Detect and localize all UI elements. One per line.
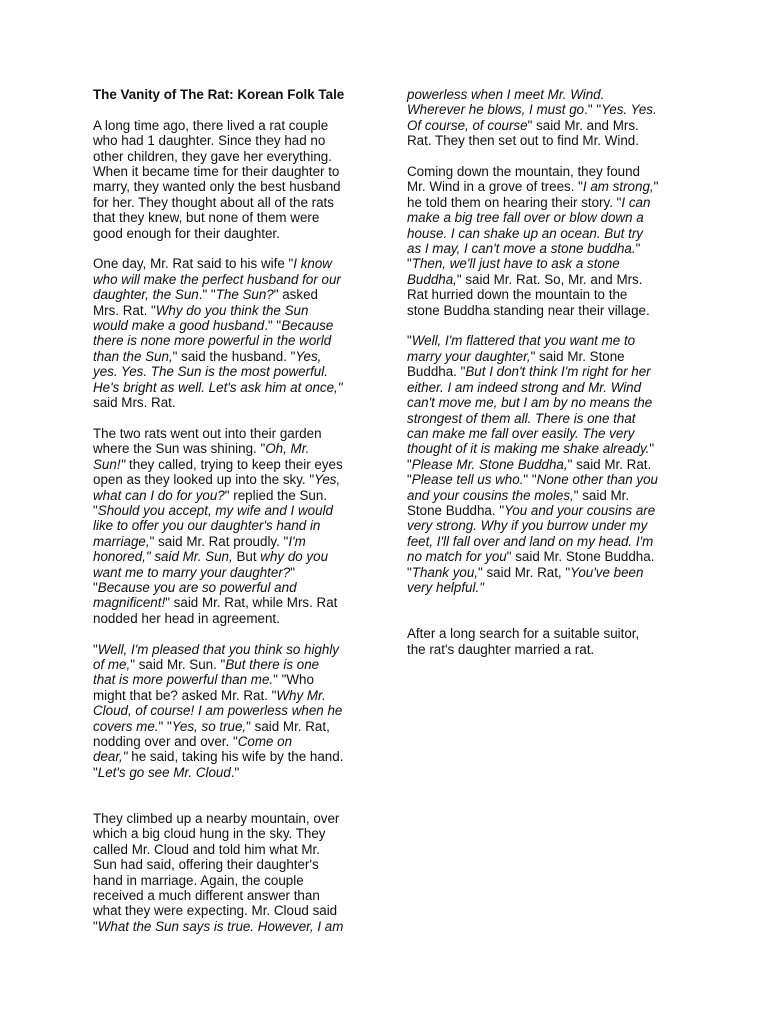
text-run: " said Mr. Sun. " [130, 656, 226, 672]
italic-text-run: strongest of them all. There is one that [407, 410, 636, 426]
text-line [93, 195, 368, 210]
paragraph [407, 164, 682, 318]
italic-text-run: Come on [237, 734, 293, 749]
text-line [93, 765, 368, 780]
text-line [93, 657, 368, 672]
italic-text-run: I can [621, 194, 651, 210]
text-run: " " [523, 472, 537, 488]
text-run: nodded her head in agreement. [93, 610, 280, 626]
text-run: Coming down the mountain, they found [407, 164, 640, 180]
text-run: " said Mr. Rat. So, Mr. and Mrs. [456, 271, 643, 287]
text-run: ." " [198, 287, 216, 303]
text-run: said Mrs. Rat. [93, 395, 176, 411]
italic-text-run: Please Mr. Stone Buddha, [411, 456, 568, 472]
text-line [407, 364, 682, 379]
paragraph [93, 256, 368, 410]
text-line [407, 518, 682, 533]
italic-text-run: yes. Yes. The Sun is the most powerful. [93, 364, 328, 380]
text-line [407, 503, 682, 518]
text-run: " said Mr. Rat. [567, 456, 652, 472]
paragraph [93, 426, 368, 626]
italic-text-run: powerless when I meet Mr. Wind. [407, 87, 605, 102]
text-run: But [232, 549, 261, 565]
italic-text-run: dear," [93, 749, 128, 765]
text-run: Rat. They then set out to find Mr. Wind. [407, 133, 639, 149]
italic-text-run: Yes, [314, 472, 341, 488]
italic-text-run: house. I can shake up an ocean. But try [407, 225, 643, 241]
text-line [93, 826, 368, 841]
text-line [93, 488, 368, 503]
text-line [407, 349, 682, 364]
text-line [93, 457, 368, 472]
left-column-body [93, 118, 368, 934]
text-run: where the Sun was shining. " [93, 441, 266, 457]
italic-text-run: But there is one [225, 656, 320, 672]
text-run: Stone Buddha. " [407, 502, 505, 518]
text-run: ." " [584, 102, 602, 118]
text-run: " said Mr. Rat, [246, 718, 330, 734]
paragraph [93, 811, 368, 934]
text-line [407, 549, 682, 564]
text-line [93, 857, 368, 872]
text-line [93, 703, 368, 718]
italic-text-run: daughter, the Sun [93, 287, 199, 303]
text-line [93, 534, 368, 549]
text-run: " said Mr. Rat proudly. " [149, 533, 289, 549]
text-run: " said the husband. " [172, 348, 296, 364]
italic-text-run: Yes, [295, 348, 322, 364]
italic-text-run: honored," said Mr. Sun, [93, 549, 233, 565]
text-line [93, 719, 368, 734]
paragraph [93, 118, 368, 241]
italic-text-run: Sun!" [93, 456, 126, 472]
text-line [407, 565, 682, 580]
text-line [407, 580, 682, 595]
text-line [93, 318, 368, 333]
italic-text-run: None other than you [536, 472, 659, 488]
text-run: received a much different answer than [93, 888, 320, 904]
italic-text-run: can make me fall over easily. The very [407, 425, 635, 441]
text-run: " [407, 564, 412, 580]
text-line [93, 873, 368, 888]
italic-text-run: as I may, I can't move a stone buddha. [407, 241, 636, 257]
italic-text-run: You and your cousins are [504, 502, 656, 518]
text-run: nodding over and over. " [93, 734, 238, 749]
italic-text-run: what can I do for you? [93, 487, 225, 503]
italic-text-run: I am strong, [582, 179, 654, 195]
text-line [93, 565, 368, 580]
italic-text-run: Let's go see Mr. Cloud [97, 764, 231, 780]
text-line [93, 179, 368, 194]
text-line [93, 210, 368, 225]
text-line [93, 256, 368, 271]
text-line [93, 441, 368, 456]
text-line [93, 518, 368, 533]
text-run: Sun had said, offering their daughter's [93, 857, 319, 873]
italic-text-run: would make a good husband [93, 318, 265, 334]
text-run: One day, Mr. Rat said to his wife " [93, 256, 294, 272]
text-line [93, 149, 368, 164]
text-line [407, 426, 682, 441]
text-run: " [93, 579, 98, 595]
text-line [407, 164, 682, 179]
text-line [93, 133, 368, 148]
text-run: " said Mr. Stone [530, 348, 625, 364]
italic-text-run: marriage, [93, 533, 150, 549]
text-line [93, 287, 368, 302]
italic-text-run: why do you [260, 549, 329, 565]
italic-text-run: magnificent! [93, 595, 166, 611]
text-line [407, 642, 682, 657]
text-run: might that be? asked Mr. Rat. " [93, 687, 277, 703]
text-line [93, 688, 368, 703]
italic-text-run: very strong. Why if you burrow under my [407, 518, 648, 534]
italic-text-run: either. I am indeed strong and Mr. Wind [407, 379, 642, 395]
text-run: " [290, 564, 295, 580]
text-run: ." [230, 764, 240, 780]
text-line [93, 580, 368, 595]
paragraph-spacer [407, 611, 682, 626]
text-run: he said, taking his wife by the hand. [127, 749, 344, 765]
text-line [407, 303, 682, 318]
text-line [407, 534, 682, 549]
italic-text-run: The Sun? [215, 287, 274, 303]
text-line [407, 179, 682, 194]
text-line [93, 426, 368, 441]
text-line [93, 472, 368, 487]
text-line [407, 441, 682, 456]
text-line [93, 842, 368, 857]
italic-text-run: Because you are so powerful and [97, 579, 297, 595]
italic-text-run: I know [293, 256, 332, 272]
text-run: " asked [273, 287, 318, 303]
text-run: " [407, 472, 412, 488]
italic-text-run: Well, I'm flattered that you want me to [411, 333, 636, 349]
text-line [407, 395, 682, 410]
text-run: " said Mr. Stone Buddha. [506, 549, 655, 565]
document-title: The Vanity of The Rat: Korean Folk Tale [93, 87, 345, 102]
italic-text-run: Wherever he blows, I must go [407, 102, 585, 118]
text-run: " said Mr. [573, 487, 630, 503]
text-line [93, 611, 368, 626]
italic-text-run: I'm [288, 533, 306, 549]
text-line [93, 888, 368, 903]
text-line [93, 364, 368, 379]
text-line [407, 411, 682, 426]
text-run: " [649, 441, 655, 457]
text-line [93, 380, 368, 395]
text-line [407, 457, 682, 472]
text-run: " [407, 256, 412, 272]
text-line [93, 595, 368, 610]
text-run: " said Mr. Rat, " [478, 564, 571, 580]
text-line [407, 102, 682, 117]
text-run: " said Mr. and Mrs. [527, 117, 639, 133]
italic-text-run: covers me. [93, 718, 159, 734]
italic-text-run: Of course, of course [407, 117, 528, 133]
text-line [407, 333, 682, 348]
text-run: " [407, 333, 412, 349]
text-line [407, 241, 682, 256]
italic-text-run: But I don't think I'm right for her [465, 364, 651, 380]
paragraph [407, 333, 682, 595]
text-run: " [93, 918, 98, 934]
text-line [407, 118, 682, 133]
text-run: " [635, 241, 641, 257]
italic-text-run: can't move me, but I am by no means the [407, 395, 653, 411]
text-run: " [93, 502, 98, 518]
italic-text-run: Yes. Yes. [601, 102, 657, 118]
text-run: " said Mr. Rat, while Mrs. Rat [165, 595, 338, 611]
text-run: " " [158, 718, 172, 734]
text-run: A long time ago, there lived a rat couple [93, 117, 329, 133]
text-line [93, 303, 368, 318]
italic-text-run: Please tell us who. [411, 472, 524, 488]
text-run: who had 1 daughter. Since they had no [93, 133, 326, 149]
italic-text-run: feet, I'll fall over and land on my head. I'm [407, 533, 654, 549]
text-line [407, 472, 682, 487]
text-run: Rat hurried down the mountain to the [407, 287, 628, 303]
italic-text-run: thought of it is making me shake already. [407, 441, 650, 457]
text-run: " [93, 641, 98, 657]
text-run: ." " [264, 318, 282, 334]
text-line [93, 164, 368, 179]
text-run: they called, trying to keep their eyes [125, 456, 343, 472]
text-run: " "Who [273, 672, 314, 688]
italic-text-run: who will make the perfect husband for our [93, 271, 341, 287]
right-column [407, 87, 682, 672]
text-line [93, 919, 368, 934]
text-line [93, 549, 368, 564]
text-run: " [653, 179, 659, 195]
italic-text-run: Buddha, [407, 271, 457, 287]
text-line [93, 672, 368, 687]
text-run: " replied the Sun. [224, 487, 328, 503]
text-run: open as they looked up into the sky. " [93, 472, 315, 488]
italic-text-run: than the Sun, [93, 348, 173, 364]
italic-text-run: Then, we'll just have to ask a stone [411, 256, 620, 272]
italic-text-run: there is none more powerful in the world [93, 333, 332, 349]
paragraph [93, 642, 368, 781]
italic-text-run: Thank you, [411, 564, 479, 580]
italic-text-run: Yes, so true, [171, 718, 247, 734]
text-line [93, 903, 368, 918]
text-run: " [407, 456, 412, 472]
italic-text-run: of me, [93, 656, 131, 672]
text-line [407, 87, 682, 102]
text-run: stone Buddha standing near their village. [407, 302, 650, 318]
text-line [93, 734, 368, 749]
text-run: what they were expecting. Mr. Cloud said [93, 903, 338, 919]
italic-text-run: Why do you think the Sun [155, 302, 309, 318]
text-line [93, 349, 368, 364]
text-run: other children, they gave her everything. [93, 148, 332, 164]
text-line [93, 811, 368, 826]
text-run: Mrs. Rat. " [93, 302, 156, 318]
italic-text-run: Why Mr. [276, 687, 326, 703]
italic-text-run: marry your daughter, [407, 348, 531, 364]
text-line [407, 287, 682, 302]
text-line [407, 133, 682, 148]
italic-text-run: He's bright as well. Let's ask him at once," [93, 379, 343, 395]
text-line [407, 488, 682, 503]
text-line [407, 380, 682, 395]
paragraph-spacer [93, 796, 368, 811]
italic-text-run: What the Sun says is true. However, I am [97, 918, 344, 934]
text-line [93, 118, 368, 133]
text-line [407, 256, 682, 271]
text-run: the rat's daughter married a rat. [407, 641, 595, 657]
paragraph [407, 626, 682, 657]
text-line [93, 226, 368, 241]
text-run: good enough for their daughter. [93, 225, 280, 241]
italic-text-run: that is more powerful than me. [93, 672, 274, 688]
italic-text-run: and your cousins the moles, [407, 487, 574, 503]
text-line [407, 226, 682, 241]
text-run: When it became time for their daughter to [93, 164, 340, 180]
text-run: After a long search for a suitable suitor, [407, 626, 640, 642]
italic-text-run: want me to marry your daughter? [93, 564, 291, 580]
text-line [93, 503, 368, 518]
italic-text-run: You've been [570, 564, 644, 580]
text-line [93, 395, 368, 410]
italic-text-run: Because [281, 318, 334, 334]
text-run: Buddha. " [407, 364, 466, 380]
text-run: marry, they wanted only the best husband [93, 179, 341, 195]
text-run: The two rats went out into their garden [93, 425, 322, 441]
text-run: called Mr. Cloud and told him what Mr. [93, 841, 320, 857]
italic-text-run: like to offer you our daughter's hand in [93, 518, 321, 534]
text-line [93, 749, 368, 764]
italic-text-run: make a big tree fall over or blow down a [407, 210, 644, 226]
text-run: " [93, 764, 98, 780]
italic-text-run: no match for you [407, 549, 507, 565]
text-line [407, 210, 682, 225]
italic-text-run: very helpful." [407, 579, 484, 595]
text-run: for her. They thought about all of the rats [93, 194, 334, 210]
text-line [93, 272, 368, 287]
italic-text-run: Cloud, of course! I am powerless when he [93, 703, 343, 719]
text-line [407, 272, 682, 287]
text-run: Mr. Wind in a grove of trees. " [407, 179, 583, 195]
text-run: hand in marriage. Again, the couple [93, 872, 304, 888]
text-run: which a big cloud hung in the sky. They [93, 826, 326, 842]
text-line [93, 333, 368, 348]
text-line [93, 642, 368, 657]
text-line [407, 626, 682, 641]
text-line [407, 195, 682, 210]
paragraph [407, 87, 682, 149]
italic-text-run: Well, I'm pleased that you think so highly [97, 641, 339, 657]
italic-text-run: Should you accept, my wife and I would [97, 502, 333, 518]
text-run: that they knew, but none of them were [93, 210, 320, 226]
right-column-body [407, 87, 682, 657]
italic-text-run: Oh, Mr. [265, 441, 310, 457]
left-column [93, 87, 368, 950]
text-run: he told them on hearing their story. " [407, 194, 622, 210]
text-run: They climbed up a nearby mountain, over [93, 811, 340, 826]
